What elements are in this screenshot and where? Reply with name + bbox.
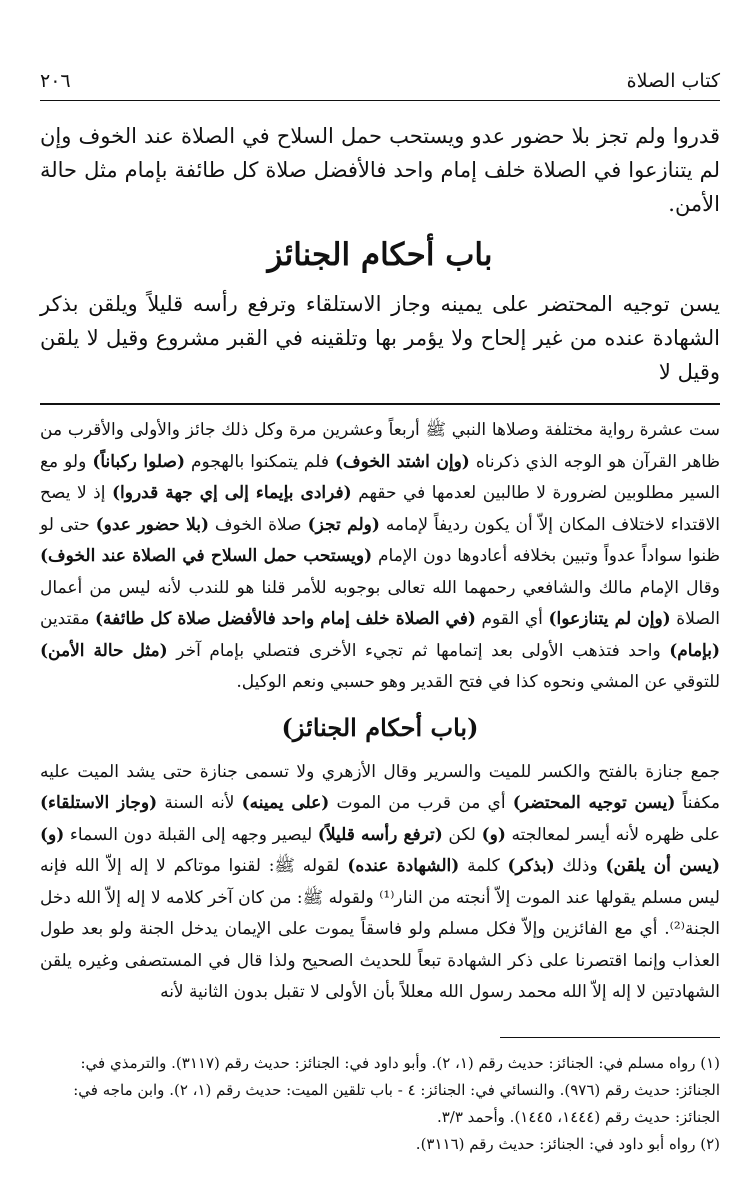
commentary-run: واحد فتذهب الأولى بعد إتمامها ثم تجيء الأخرى فتصلي بإمام آخر <box>167 640 670 661</box>
quoted-matn-phrase: (و) <box>40 824 65 845</box>
quoted-matn-phrase: (وإن اشتد الخوف) <box>335 451 470 472</box>
quoted-matn-phrase: (فرادى بإيماء إلى إي جهة قدروا) <box>111 483 352 503</box>
quoted-matn-phrase: (ويستحب حمل السلاح في الصلاة عند الخوف) <box>40 546 373 566</box>
commentary-run: إذ لا يصح الاقتداء لاختلاف المكان إلاّ أن يكون رديفاً لإمامه <box>40 483 721 535</box>
quoted-matn-phrase: (يسن توجيه المحتضر) <box>512 793 676 813</box>
matn-paragraph-chapter: يسن توجيه المحتضر على يمينه وجاز الاستلقاء وترفع رأسه قليلاً ويلقن بذكر الشهادة عنده من غير إلحاح ولا يؤمر بها وتلقينه في القبر مشروع وقيل لا يلقن وقيل لا <box>40 292 720 384</box>
commentary-run: ولقوله ﷺ: من كان آخر كلامه لا إله إلاّ الله دخل الجنة <box>40 887 720 939</box>
commentary-paragraph <box>40 757 720 1009</box>
commentary-text <box>40 415 720 1009</box>
quoted-matn-phrase: (على يمينه) <box>241 793 330 813</box>
commentary-run: على ظهره لأنه أيسر لمعالجته <box>505 824 720 845</box>
quoted-matn-phrase: (صلوا ركباناً) <box>92 451 186 472</box>
quoted-matn-phrase: (وإن لم يتنازعوا) <box>548 609 671 629</box>
matn-sharh-separator <box>40 403 720 405</box>
commentary-run: وذلك <box>554 856 606 876</box>
book-title: كتاب الصلاة <box>626 70 720 92</box>
quoted-matn-phrase: (بإمام) <box>669 640 721 661</box>
commentary-run: أي من قرب من الموت <box>329 793 513 813</box>
footnote: (١) رواه مسلم في: الجنائز: حديث رقم (١، ٢). وأبو داود في: الجنائز: حديث رقم (٣١١٧). والترمذي في: الجنائز: حديث رقم (٩٧٦). والنسائي في: الجنائز: ٤ - باب تلقين الميت: حديث رقم (١، ٢). وابن ماجه في: الجنائز: حديث رقم (١٤٤٤، ١٤٤٥). وأحمد ٣/٣. <box>73 1053 720 1126</box>
commentary-run: لأنه السنة <box>157 793 242 813</box>
commentary-run: ⁽²⁾ <box>669 919 685 939</box>
commentary-run: كلمة <box>459 856 508 876</box>
quoted-matn-phrase: (وجاز الاستلقاء) <box>40 793 158 813</box>
quoted-matn-phrase: (و) <box>481 824 506 845</box>
quoted-matn-phrase: (ولم تجز) <box>307 514 380 535</box>
quoted-matn-phrase: (ترفع رأسه قليلاً) <box>317 824 443 845</box>
commentary-run: أي القوم <box>475 609 549 629</box>
commentary-run: مقتدين <box>40 609 96 629</box>
commentary-chapter-title: (باب أحكام الجنائز) <box>281 712 479 742</box>
commentary-run: صلاة الخوف <box>209 514 308 535</box>
commentary-run: فلم يتمكنوا بالهجوم <box>185 451 335 472</box>
commentary-run: لكن <box>442 824 482 845</box>
matn-text <box>40 119 720 389</box>
commentary-run: ست عشرة رواية مختلفة وصلاها النبي ﷺ أربعاً وعشرين مرة وكل ذلك جائز والأولى والأقرب من ظاهر القرآن هو الوجه الذي ذكرناه <box>40 420 720 472</box>
page <box>40 70 720 1158</box>
quoted-matn-phrase: (الشهادة عنده) <box>347 856 460 876</box>
page-number: ٢٠٦ <box>40 70 71 92</box>
matn-paragraph-top: قدروا ولم تجز بلا حضور عدو ويستحب حمل السلاح في الصلاة عند الخوف وإن لم يتنازعوا في الصلاة خلف إمام واحد فالأفضل صلاة كل طائفة بإمام مثل حالة الأمن. <box>40 124 720 216</box>
footnotes <box>40 1050 720 1158</box>
commentary-run: ليصير وجهه إلى القبلة دون السماء <box>64 824 318 845</box>
header-rule <box>40 100 720 101</box>
quoted-matn-phrase: (بذكر) <box>507 856 555 876</box>
quoted-matn-phrase: (يسن أن يلقن) <box>605 856 720 876</box>
quoted-matn-phrase: (في الصلاة خلف إمام واحد فالأفضل صلاة كل طائفة) <box>95 609 476 629</box>
commentary-run: ⁽¹⁾ <box>379 887 395 908</box>
commentary-run: جمع جنازة بالفتح والكسر للميت والسرير وقال الأزهري ولا تسمى جنازة حتى يشد الميت عليه مكفناً <box>40 761 720 813</box>
quoted-matn-phrase: (مثل حالة الأمن) <box>40 640 168 661</box>
commentary-paragraph <box>40 415 720 699</box>
commentary-run: للتوقي عن المشي ونحوه كذا في فتح القدير وهو حسبي ونعم الوكيل. <box>236 672 720 692</box>
quoted-matn-phrase: (بلا حضور عدو) <box>95 514 209 535</box>
running-header <box>40 70 720 98</box>
commentary-run: . أي مع الفائزين وإلاّ فكل مسلم ولو فاسقاً يموت على الإيمان يدخل الجنة ولو بعد طول العذاب وإنما اقتصرنا على ذكر الشهادة تبعاً للحديث الصحيح ولذا قال في المستصفى وغيره يلقن الشهادتين لا إله إلاّ الله محمد رسول الله معللاً بأن الأولى لا تقبل بدون الثانية لأنه <box>40 919 720 1002</box>
commentary-run: ولو مع السير مطلوبين لضرورة لا طالبين لعدمها في حقهم <box>40 451 720 503</box>
footnote: (٢) رواه أبو داود في: الجنائز: حديث رقم (٣١١٦). <box>415 1134 720 1153</box>
commentary-run: لقوله ﷺ: لقنوا موتاكم لا إله إلاّ الله فإنه ليس مسلم يقولها عند الموت إلاّ أنجته من النار <box>40 856 720 908</box>
footnote-rule <box>500 1037 720 1038</box>
commentary-run: حتى لو ظنوا سواداً عدواً وتبين بخلافه أعادوها دون الإمام <box>40 514 720 566</box>
commentary-run: وقال الإمام مالك والشافعي رحمهما الله تعالى بوجوبه للأمر قلنا هو للندب لأنه ليس من أعمال الصلاة <box>40 577 720 629</box>
chapter-title: باب أحكام الجنائز <box>267 237 493 273</box>
